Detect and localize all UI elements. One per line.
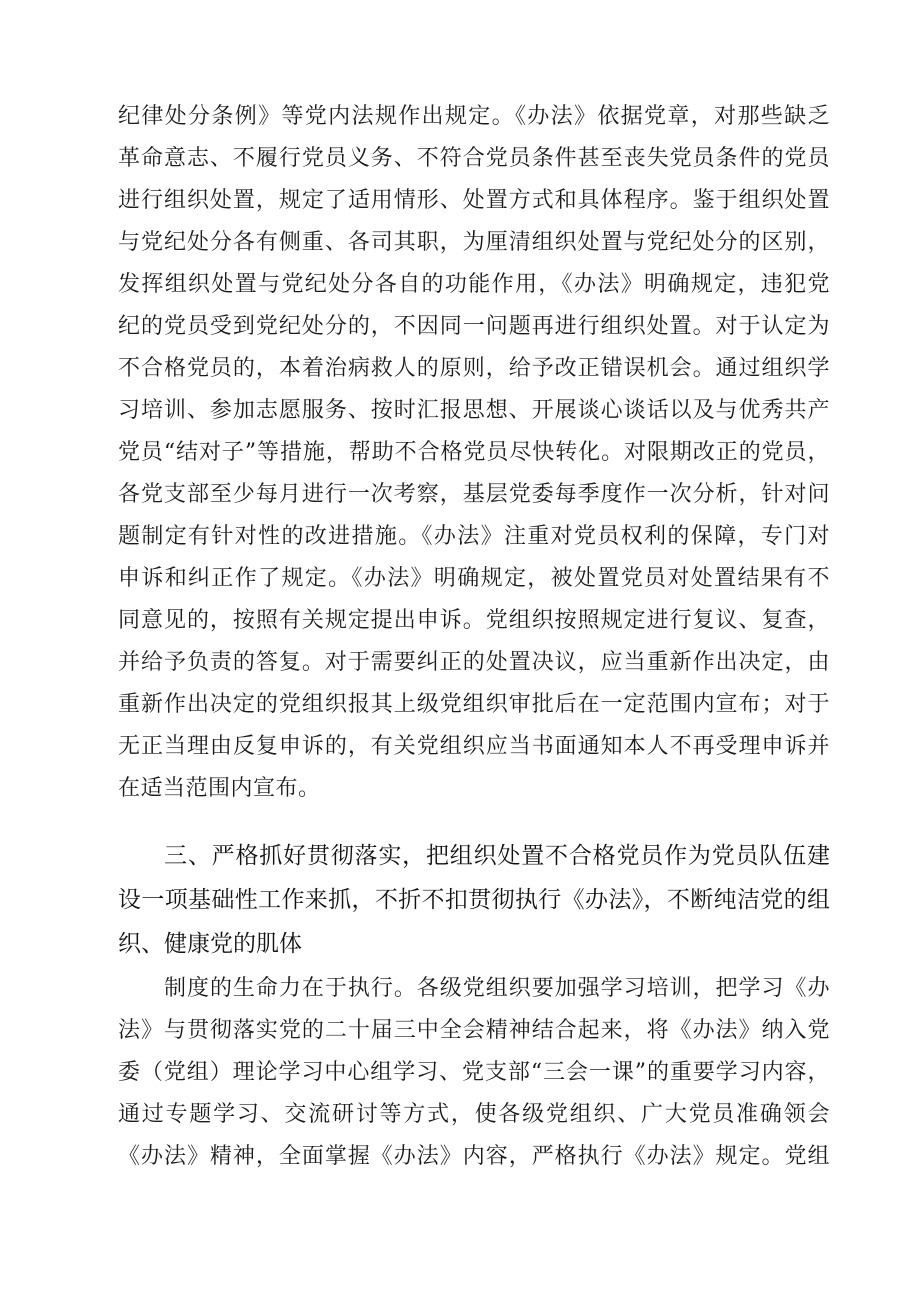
heading-line: 三、严格抓好贯彻落实，把组织处置不合格党员作为党员队伍建	[164, 843, 830, 869]
text-line: 申诉和纠正作了规定。《办法》明确规定，被处置党员对处置结果有不	[118, 566, 830, 591]
text-line: 进行组织处置，规定了适用情形、处置方式和具体程序。鉴于组织处置	[118, 188, 830, 213]
text-line: 重新作出决定的党组织报其上级党组织审批后在一定范围内宣布；对于	[118, 692, 830, 717]
text-line: 通过专题学习、交流研讨等方式，使各级党组织、广大党员准确领会	[118, 1102, 830, 1127]
text-line: 无正当理由反复申诉的，有关党组织应当书面通知本人不再受理申诉并	[118, 734, 830, 759]
text-line: 题制定有针对性的改进措施。《办法》注重对党员权利的保障，专门对	[118, 524, 830, 549]
text-line: 党员“结对子”等措施，帮助不合格党员尽快转化。对限期改正的党员，	[118, 440, 830, 465]
text-line: 纪律处分条例》等党内法规作出规定。《办法》依据党章，对那些缺乏	[118, 104, 830, 129]
text-line: 革命意志、不履行党员义务、不符合党员条件甚至丧失党员条件的党员	[118, 146, 830, 171]
text-line: 与党纪处分各有侧重、各司其职，为厘清组织处置与党纪处分的区别，	[118, 230, 830, 255]
text-line: 各党支部至少每月进行一次考察，基层党委每季度作一次分析，针对问	[118, 482, 830, 507]
text-line: 同意见的，按照有关规定提出申诉。党组织按照规定进行复议、复查，	[118, 608, 830, 633]
text-line: 不合格党员的，本着治病救人的原则，给予改正错误机会。通过组织学	[118, 356, 830, 381]
text-line: 《办法》精神，全面掌握《办法》内容，严格执行《办法》规定。党组	[118, 1144, 830, 1169]
text-line: 发挥组织处置与党纪处分各自的功能作用，《办法》明确规定，违犯党	[118, 272, 830, 297]
text-line: 并给予负责的答复。对于需要纠正的处置决议，应当重新作出决定，由	[118, 650, 830, 675]
text-line: 在适当范围内宣布。	[118, 776, 321, 801]
text-line: 委（党组）理论学习中心组学习、党支部“三会一课”的重要学习内容，	[118, 1060, 830, 1085]
heading-line: 设一项基础性工作来抓，不折不扣贯彻执行《办法》，不断纯洁党的组	[118, 887, 830, 913]
heading-line: 织、健康党的肌体	[118, 931, 302, 957]
text-line: 纪的党员受到党纪处分的，不因同一问题再进行组织处置。对于认定为	[118, 314, 830, 339]
text-line: 法》与贯彻落实党的二十届三中全会精神结合起来，将《办法》纳入党	[118, 1018, 830, 1043]
text-line: 习培训、参加志愿服务、按时汇报思想、开展谈心谈话以及与优秀共产	[118, 398, 830, 423]
text-line: 制度的生命力在于执行。各级党组织要加强学习培训，把学习《办	[164, 976, 830, 1001]
